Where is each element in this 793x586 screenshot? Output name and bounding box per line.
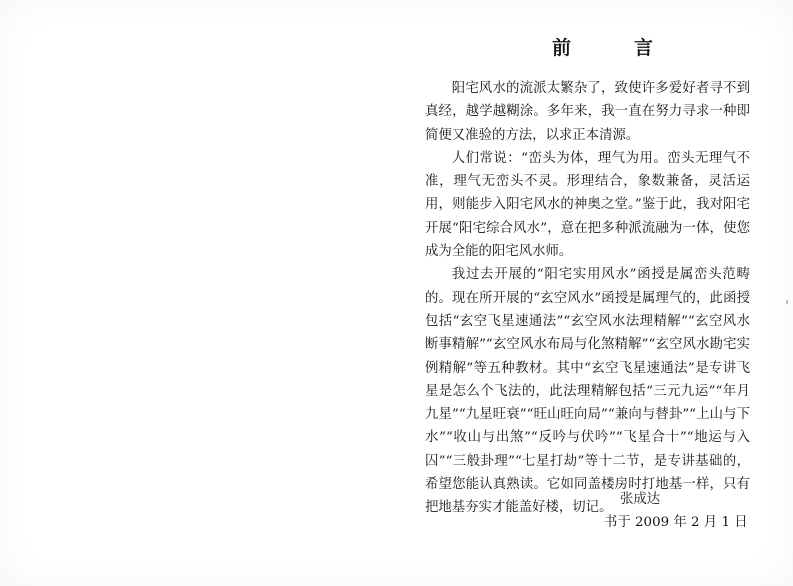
page-edge-mark (786, 300, 788, 304)
paragraph-1: 阳宅风水的流派太繁杂了，致使许多爱好者寻不到真经，越学越糊涂。多年来，我一直在努力寻求一种即简便又准验的方法，以求正本清源。 (425, 81, 750, 143)
paragraph-3: 我过去开展的“阳宅实用风水”函授是属峦头范畴的。现在所开展的“玄空风水”函授是属理气的，此函授包括“玄空飞星速通法”“玄空风水法理精解”“玄空风水断事精解”“玄空风水布局与化煞精解”“玄空风水勘宅实例精解”等五种教材。其中“玄空飞星速通法”是专讲飞星是怎么个飞法的，此法理精解包括“三元九运”“年月九星”“九星旺衰”“旺山旺向局”“兼向与替卦”“上山与下水”“收山与出煞”“反吟与伏吟”“飞星合十”“地运与入囚”“三般卦理”“七星打劫”等十二节，是专讲基础的，希望您能认真熟读。它如同盖楼房时打地基一样，只有把地基夯实才能盖好楼，切记。 (425, 267, 750, 516)
signature-date: 书于 2009 年 2 月 1 日 (604, 515, 748, 530)
preface-body (425, 77, 750, 520)
page-title: 前 言 (552, 37, 676, 59)
paragraph-2: 人们常说：“峦头为体，理气为用。峦头无理气不准，理气无峦头不灵。形理结合，象数兼备，灵活运用，则能步入阳宅风水的神奥之堂。”鉴于此，我对阳宅开展“阳宅综合风水”，意在把多种派流融为一体，使您成为全能的阳宅风水师。 (425, 150, 750, 260)
author-signature: 张成达 (620, 492, 661, 507)
